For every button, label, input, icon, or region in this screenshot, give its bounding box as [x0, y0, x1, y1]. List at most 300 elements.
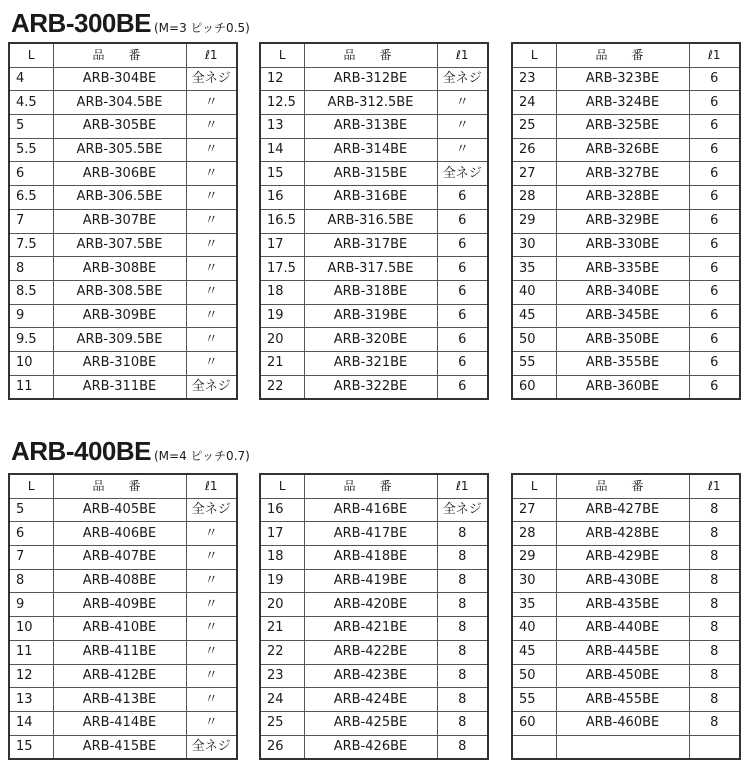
table-row	[9, 304, 237, 328]
cell-l1: 8	[689, 617, 740, 641]
cell-l1: 〃	[186, 138, 237, 162]
cell-part-number: ARB-440BE	[556, 617, 689, 641]
cell-part-number: ARB-418BE	[304, 546, 437, 570]
table-row	[260, 351, 488, 375]
cell-length: 18	[260, 546, 304, 570]
spec-table	[511, 42, 741, 400]
cell-length: 13	[260, 115, 304, 139]
section-spec: (M=4 ピッチ0.7)	[154, 449, 250, 463]
table-row	[512, 735, 740, 759]
cell-part-number: ARB-308.5BE	[53, 280, 186, 304]
cell-l1: 8	[437, 522, 488, 546]
cell-length: 17	[260, 522, 304, 546]
cell-length: 35	[512, 593, 556, 617]
cell-part-number: ARB-350BE	[556, 328, 689, 352]
cell-part-number: ARB-308BE	[53, 257, 186, 281]
cell-length: 26	[512, 138, 556, 162]
cell-length: 30	[512, 569, 556, 593]
table-row	[512, 375, 740, 399]
cell-l1: 6	[689, 280, 740, 304]
cell-part-number: ARB-315BE	[304, 162, 437, 186]
cell-part-number: ARB-416BE	[304, 498, 437, 522]
cell-part-number: ARB-320BE	[304, 328, 437, 352]
cell-l1: 8	[437, 688, 488, 712]
header-length: L	[512, 474, 556, 498]
cell-l1: 〃	[186, 280, 237, 304]
header-l1: ℓ1	[437, 43, 488, 67]
cell-part-number: ARB-424BE	[304, 688, 437, 712]
cell-length: 16	[260, 186, 304, 210]
cell-part-number: ARB-328BE	[556, 186, 689, 210]
cell-l1: 6	[437, 351, 488, 375]
table-row	[260, 546, 488, 570]
cell-l1: 6	[437, 304, 488, 328]
table-row	[512, 233, 740, 257]
header-l1: ℓ1	[689, 43, 740, 67]
cell-length: 16.5	[260, 209, 304, 233]
table-row	[512, 186, 740, 210]
cell-part-number: ARB-322BE	[304, 375, 437, 399]
cell-length: 10	[9, 351, 53, 375]
cell-part-number: ARB-318BE	[304, 280, 437, 304]
section-title-arb-400be	[11, 436, 250, 467]
cell-part-number: ARB-419BE	[304, 569, 437, 593]
cell-part-number: ARB-309.5BE	[53, 328, 186, 352]
cell-part-number: ARB-305.5BE	[53, 138, 186, 162]
cell-part-number: ARB-450BE	[556, 664, 689, 688]
header-l1: ℓ1	[186, 43, 237, 67]
cell-part-number: ARB-327BE	[556, 162, 689, 186]
cell-length: 50	[512, 664, 556, 688]
cell-length: 25	[260, 711, 304, 735]
cell-l1: 〃	[437, 91, 488, 115]
cell-part-number: ARB-421BE	[304, 617, 437, 641]
cell-length: 6	[9, 522, 53, 546]
cell-length: 11	[9, 375, 53, 399]
cell-length: 4.5	[9, 91, 53, 115]
table-row	[9, 138, 237, 162]
cell-length: 12.5	[260, 91, 304, 115]
cell-length: 29	[512, 546, 556, 570]
header-part-number: 品 番	[53, 474, 186, 498]
cell-part-number: ARB-412BE	[53, 664, 186, 688]
cell-length: 60	[512, 375, 556, 399]
cell-l1: 6	[689, 233, 740, 257]
cell-length: 40	[512, 280, 556, 304]
cell-part-number: ARB-307BE	[53, 209, 186, 233]
cell-part-number: ARB-317.5BE	[304, 257, 437, 281]
table-row	[512, 115, 740, 139]
cell-l1: 全ネジ	[437, 67, 488, 91]
cell-part-number: ARB-425BE	[304, 711, 437, 735]
cell-l1: 8	[689, 688, 740, 712]
cell-l1: 〃	[186, 593, 237, 617]
cell-length: 8	[9, 569, 53, 593]
cell-length: 17	[260, 233, 304, 257]
cell-part-number: ARB-340BE	[556, 280, 689, 304]
cell-length: 50	[512, 328, 556, 352]
table-row	[9, 115, 237, 139]
table-header-row	[512, 43, 740, 67]
table-row	[260, 711, 488, 735]
cell-l1: 8	[437, 711, 488, 735]
cell-l1: 6	[437, 280, 488, 304]
cell-part-number: ARB-311BE	[53, 375, 186, 399]
cell-part-number: ARB-460BE	[556, 711, 689, 735]
cell-part-number: ARB-317BE	[304, 233, 437, 257]
cell-part-number: ARB-326BE	[556, 138, 689, 162]
header-length: L	[260, 474, 304, 498]
cell-l1: 〃	[186, 186, 237, 210]
cell-length: 25	[512, 115, 556, 139]
table-row	[512, 280, 740, 304]
cell-length: 28	[512, 186, 556, 210]
cell-part-number: ARB-307.5BE	[53, 233, 186, 257]
cell-part-number: ARB-313BE	[304, 115, 437, 139]
cell-length: 55	[512, 351, 556, 375]
table-row	[260, 640, 488, 664]
cell-l1: 〃	[437, 138, 488, 162]
cell-part-number: ARB-323BE	[556, 67, 689, 91]
table-row	[9, 711, 237, 735]
cell-l1: 6	[689, 304, 740, 328]
cell-part-number: ARB-455BE	[556, 688, 689, 712]
cell-part-number: ARB-329BE	[556, 209, 689, 233]
cell-length: 6	[9, 162, 53, 186]
table-row	[9, 91, 237, 115]
cell-part-number: ARB-413BE	[53, 688, 186, 712]
cell-part-number: ARB-316BE	[304, 186, 437, 210]
table-row	[9, 522, 237, 546]
cell-l1: 6	[689, 138, 740, 162]
table-row	[260, 280, 488, 304]
cell-part-number: ARB-422BE	[304, 640, 437, 664]
cell-l1: 〃	[186, 115, 237, 139]
cell-length: 60	[512, 711, 556, 735]
cell-part-number	[556, 735, 689, 759]
cell-part-number: ARB-316.5BE	[304, 209, 437, 233]
table-header-row	[260, 43, 488, 67]
cell-part-number: ARB-435BE	[556, 593, 689, 617]
cell-length: 40	[512, 617, 556, 641]
cell-length: 30	[512, 233, 556, 257]
cell-length: 10	[9, 617, 53, 641]
cell-part-number: ARB-405BE	[53, 498, 186, 522]
cell-part-number: ARB-345BE	[556, 304, 689, 328]
cell-part-number: ARB-304.5BE	[53, 91, 186, 115]
cell-part-number: ARB-309BE	[53, 304, 186, 328]
table-row	[260, 233, 488, 257]
table-row	[512, 688, 740, 712]
cell-part-number: ARB-330BE	[556, 233, 689, 257]
table-row	[512, 91, 740, 115]
table-row	[260, 664, 488, 688]
cell-length: 15	[260, 162, 304, 186]
cell-length: 11	[9, 640, 53, 664]
table-row	[260, 209, 488, 233]
cell-l1: 6	[437, 233, 488, 257]
header-part-number: 品 番	[304, 474, 437, 498]
cell-l1: 8	[437, 546, 488, 570]
cell-length: 27	[512, 162, 556, 186]
table-row	[260, 115, 488, 139]
cell-length: 21	[260, 351, 304, 375]
table-row	[512, 257, 740, 281]
cell-part-number: ARB-355BE	[556, 351, 689, 375]
cell-length: 24	[260, 688, 304, 712]
table-row	[512, 67, 740, 91]
cell-length: 21	[260, 617, 304, 641]
cell-part-number: ARB-428BE	[556, 522, 689, 546]
table-header-row	[9, 474, 237, 498]
cell-l1: 8	[689, 546, 740, 570]
cell-part-number: ARB-410BE	[53, 617, 186, 641]
cell-part-number: ARB-304BE	[53, 67, 186, 91]
table-row	[9, 351, 237, 375]
cell-part-number: ARB-312BE	[304, 67, 437, 91]
header-part-number: 品 番	[53, 43, 186, 67]
cell-part-number: ARB-445BE	[556, 640, 689, 664]
cell-length: 45	[512, 640, 556, 664]
cell-part-number: ARB-429BE	[556, 546, 689, 570]
cell-part-number: ARB-408BE	[53, 569, 186, 593]
cell-part-number: ARB-420BE	[304, 593, 437, 617]
table-row	[260, 735, 488, 759]
cell-l1: 6	[689, 375, 740, 399]
cell-length: 13	[9, 688, 53, 712]
table-row	[260, 91, 488, 115]
header-part-number: 品 番	[556, 474, 689, 498]
cell-l1: 〃	[186, 711, 237, 735]
cell-length: 5	[9, 498, 53, 522]
table-row	[260, 593, 488, 617]
cell-length: 19	[260, 569, 304, 593]
cell-part-number: ARB-306BE	[53, 162, 186, 186]
cell-l1: 〃	[186, 522, 237, 546]
cell-length: 5	[9, 115, 53, 139]
table-row	[260, 304, 488, 328]
table-row	[512, 711, 740, 735]
table-row	[512, 617, 740, 641]
cell-part-number: ARB-325BE	[556, 115, 689, 139]
table-row	[9, 209, 237, 233]
cell-part-number: ARB-360BE	[556, 375, 689, 399]
header-length: L	[512, 43, 556, 67]
cell-length: 24	[512, 91, 556, 115]
table-row	[512, 351, 740, 375]
table-row	[512, 593, 740, 617]
header-part-number: 品 番	[304, 43, 437, 67]
header-length: L	[9, 474, 53, 498]
cell-l1: 8	[437, 593, 488, 617]
cell-l1: 8	[437, 735, 488, 759]
cell-length: 8	[9, 257, 53, 281]
cell-l1: 〃	[186, 209, 237, 233]
cell-part-number: ARB-430BE	[556, 569, 689, 593]
cell-length: 9	[9, 304, 53, 328]
table-row	[260, 162, 488, 186]
cell-l1: 全ネジ	[437, 498, 488, 522]
cell-part-number: ARB-409BE	[53, 593, 186, 617]
table-row	[9, 546, 237, 570]
cell-length: 16	[260, 498, 304, 522]
cell-part-number: ARB-321BE	[304, 351, 437, 375]
table-header-row	[512, 474, 740, 498]
table-row	[9, 375, 237, 399]
table-row	[260, 328, 488, 352]
cell-length: 26	[260, 735, 304, 759]
cell-l1: 全ネジ	[437, 162, 488, 186]
table-row	[512, 664, 740, 688]
cell-l1: 8	[689, 664, 740, 688]
cell-l1: 〃	[186, 233, 237, 257]
table-row	[512, 640, 740, 664]
table-row	[9, 569, 237, 593]
cell-l1: 〃	[186, 617, 237, 641]
spec-table	[259, 473, 489, 760]
cell-l1: 6	[689, 186, 740, 210]
cell-part-number: ARB-406BE	[53, 522, 186, 546]
cell-part-number: ARB-335BE	[556, 257, 689, 281]
header-part-number: 品 番	[556, 43, 689, 67]
section-name: ARB-400BE	[11, 436, 151, 466]
cell-part-number: ARB-310BE	[53, 351, 186, 375]
table-row	[9, 233, 237, 257]
cell-length	[512, 735, 556, 759]
header-l1: ℓ1	[186, 474, 237, 498]
spec-table	[511, 473, 741, 760]
cell-part-number: ARB-423BE	[304, 664, 437, 688]
cell-length: 22	[260, 640, 304, 664]
table-row	[260, 138, 488, 162]
cell-l1: 〃	[437, 115, 488, 139]
cell-l1: 〃	[186, 304, 237, 328]
cell-l1: 〃	[186, 664, 237, 688]
cell-l1: 〃	[186, 328, 237, 352]
table-header-row	[260, 474, 488, 498]
cell-length: 14	[9, 711, 53, 735]
cell-length: 22	[260, 375, 304, 399]
cell-l1: 6	[689, 209, 740, 233]
section-title-arb-300be	[11, 8, 250, 39]
cell-length: 45	[512, 304, 556, 328]
cell-part-number: ARB-319BE	[304, 304, 437, 328]
cell-l1: 全ネジ	[186, 735, 237, 759]
cell-length: 20	[260, 328, 304, 352]
cell-part-number: ARB-314BE	[304, 138, 437, 162]
cell-length: 8.5	[9, 280, 53, 304]
table-row	[260, 498, 488, 522]
cell-length: 20	[260, 593, 304, 617]
cell-l1: 6	[689, 162, 740, 186]
table-row	[9, 593, 237, 617]
table-row	[9, 688, 237, 712]
cell-length: 15	[9, 735, 53, 759]
cell-length: 12	[260, 67, 304, 91]
section-spec: (M=3 ピッチ0.5)	[154, 21, 250, 35]
table-row	[512, 546, 740, 570]
table-row	[260, 688, 488, 712]
cell-l1: 6	[689, 91, 740, 115]
cell-l1: 8	[437, 569, 488, 593]
cell-l1: 8	[689, 711, 740, 735]
cell-length: 28	[512, 522, 556, 546]
cell-length: 18	[260, 280, 304, 304]
cell-part-number: ARB-426BE	[304, 735, 437, 759]
cell-l1: 〃	[186, 569, 237, 593]
table-row	[9, 67, 237, 91]
cell-part-number: ARB-417BE	[304, 522, 437, 546]
cell-l1: 8	[437, 640, 488, 664]
table-row	[260, 569, 488, 593]
cell-l1: 全ネジ	[186, 375, 237, 399]
cell-l1: 8	[689, 498, 740, 522]
table-row	[512, 209, 740, 233]
cell-length: 9.5	[9, 328, 53, 352]
cell-l1: 〃	[186, 688, 237, 712]
cell-l1: 6	[689, 115, 740, 139]
cell-length: 14	[260, 138, 304, 162]
cell-part-number: ARB-324BE	[556, 91, 689, 115]
cell-length: 35	[512, 257, 556, 281]
table-row	[512, 498, 740, 522]
cell-length: 4	[9, 67, 53, 91]
cell-l1: 6	[689, 67, 740, 91]
spec-table	[8, 42, 238, 400]
cell-length: 29	[512, 209, 556, 233]
table-row	[260, 375, 488, 399]
table-row	[512, 138, 740, 162]
spec-table	[8, 473, 238, 760]
cell-l1: 〃	[186, 162, 237, 186]
cell-l1: 〃	[186, 351, 237, 375]
cell-l1: 8	[689, 640, 740, 664]
table-row	[512, 569, 740, 593]
cell-length: 27	[512, 498, 556, 522]
cell-length: 7	[9, 209, 53, 233]
cell-length: 7.5	[9, 233, 53, 257]
table-row	[9, 664, 237, 688]
table-row	[9, 162, 237, 186]
table-row	[260, 67, 488, 91]
table-row	[9, 617, 237, 641]
cell-l1: 〃	[186, 640, 237, 664]
table-row	[512, 162, 740, 186]
cell-part-number: ARB-407BE	[53, 546, 186, 570]
table-row	[9, 186, 237, 210]
table-header-row	[9, 43, 237, 67]
cell-l1: 6	[437, 257, 488, 281]
cell-l1: 全ネジ	[186, 67, 237, 91]
cell-l1: 6	[689, 351, 740, 375]
table-row	[512, 304, 740, 328]
table-row	[9, 640, 237, 664]
cell-length: 17.5	[260, 257, 304, 281]
table-row	[260, 617, 488, 641]
cell-l1: 全ネジ	[186, 498, 237, 522]
cell-l1: 8	[689, 522, 740, 546]
cell-l1: 6	[437, 186, 488, 210]
cell-part-number: ARB-305BE	[53, 115, 186, 139]
cell-length: 7	[9, 546, 53, 570]
header-length: L	[260, 43, 304, 67]
cell-part-number: ARB-414BE	[53, 711, 186, 735]
cell-length: 12	[9, 664, 53, 688]
cell-l1: 8	[689, 593, 740, 617]
cell-l1: 6	[437, 375, 488, 399]
cell-part-number: ARB-312.5BE	[304, 91, 437, 115]
cell-l1: 〃	[186, 91, 237, 115]
